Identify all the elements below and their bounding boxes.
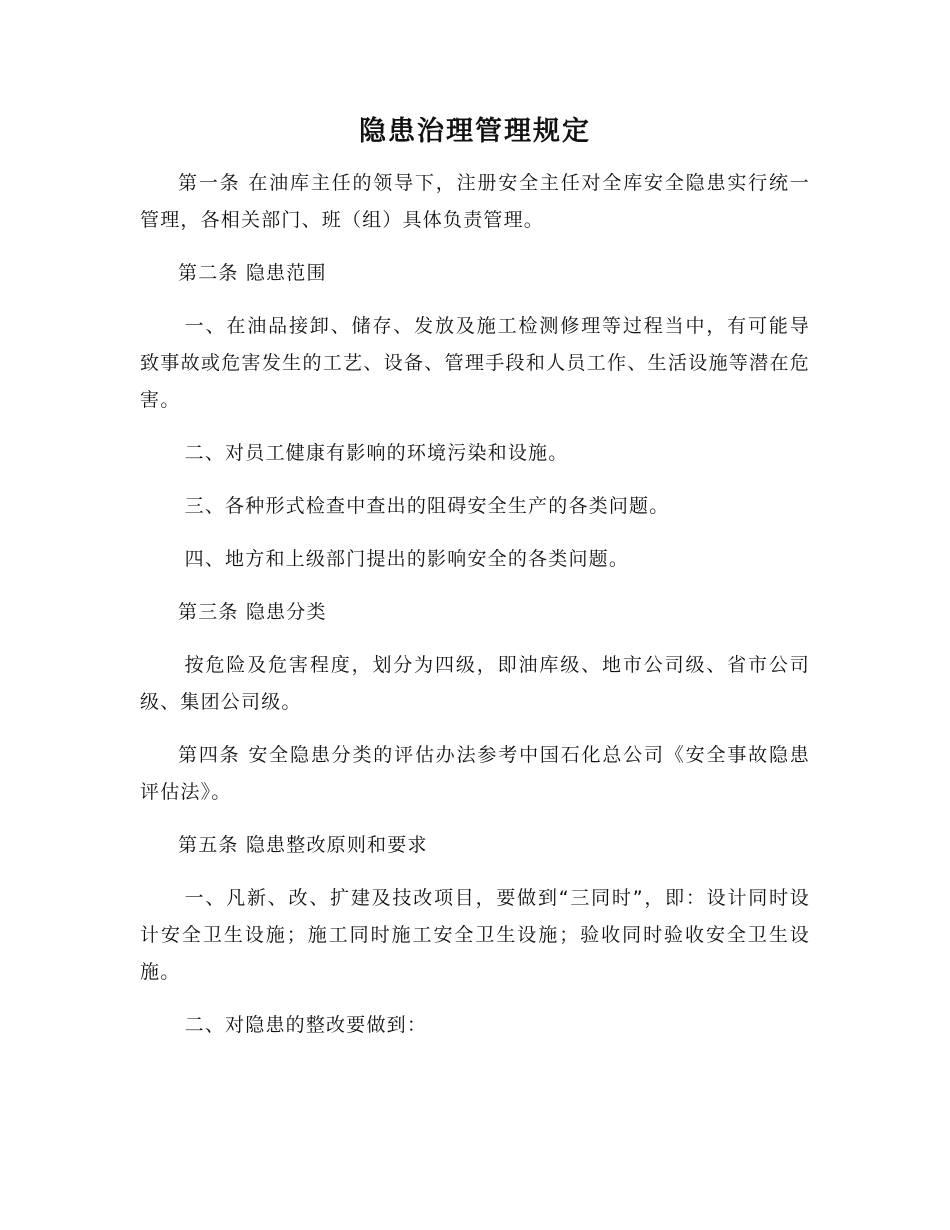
article-4-paragraph: 第四条 安全隐患分类的评估办法参考中国石化总公司《安全事故隐患评估法》。 <box>140 744 810 803</box>
hazard-scope-item-1: 一、在油品接卸、储存、发放及施工检测修理等过程当中，有可能导致事故或危害发生的工艺、设备、管理手段和人员工作、生活设施等潜在危害。 <box>140 315 810 411</box>
hazard-classification-paragraph: 按危险及危害程度，划分为四级，即油库级、地市公司级、省市公司级、集团公司级。 <box>140 654 810 713</box>
rectification-item-2: 二、对隐患的整改要做到： <box>184 1014 428 1036</box>
hazard-scope-item-3: 三、各种形式检查中查出的阻碍安全生产的各类问题。 <box>184 495 670 517</box>
article-2-heading: 第二条 隐患范围 <box>178 262 327 284</box>
document-body <box>140 165 810 1060</box>
article-3-heading: 第三条 隐患分类 <box>178 601 327 623</box>
document-title: 隐患治理管理规定 <box>359 116 591 147</box>
hazard-scope-item-2: 二、对员工健康有影响的环境污染和设施。 <box>184 442 569 464</box>
hazard-scope-item-4: 四、地方和上级部门提出的影响安全的各类问题。 <box>184 548 630 570</box>
article-1-paragraph: 第一条 在油库主任的领导下，注册安全主任对全库安全隐患实行统一管理，各相关部门、班（组）具体负责管理。 <box>140 172 810 231</box>
rectification-item-1: 一、凡新、改、扩建及技改项目，要做到“三同时”，即：设计同时设计安全卫生设施；施工同时施工安全卫生设施；验收同时验收安全卫生设施。 <box>140 887 810 983</box>
article-5-heading: 第五条 隐患整改原则和要求 <box>178 834 428 856</box>
